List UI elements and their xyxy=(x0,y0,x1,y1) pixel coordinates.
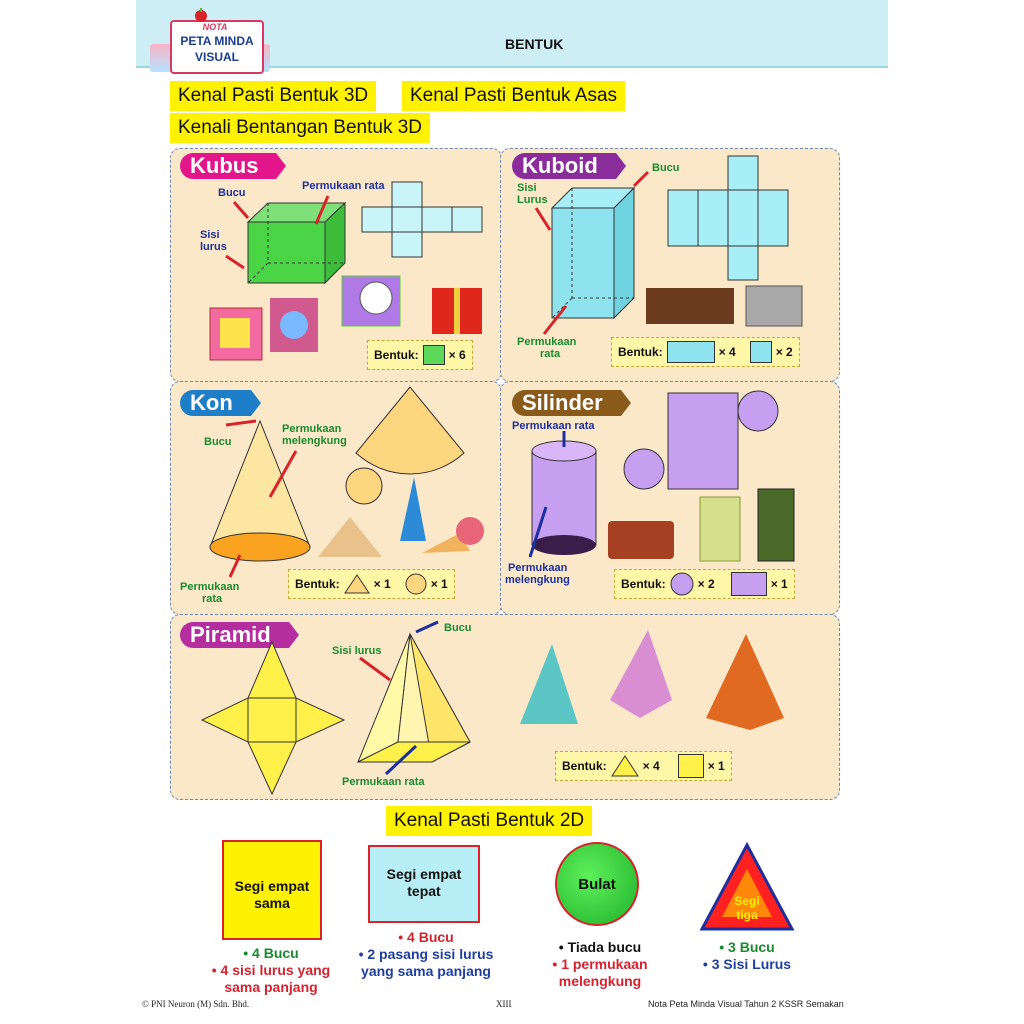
rectangle-name xyxy=(368,866,480,900)
label-kenal-3d: Kenal Pasti Bentuk 3D xyxy=(170,81,376,111)
kon-bentuk-box xyxy=(288,569,455,599)
square-swatch xyxy=(423,345,445,365)
silinder-count-1: × 2 xyxy=(697,577,715,591)
circle-name: Bulat xyxy=(578,876,616,893)
rectangle-name-1: Segi empat xyxy=(386,866,462,882)
square-swatch xyxy=(750,341,772,363)
logo-line3: VISUAL xyxy=(194,50,239,64)
silinder-bentuk-label: Bentuk: xyxy=(621,577,666,591)
circle-swatch xyxy=(405,573,427,595)
silinder-bentuk-box xyxy=(614,569,795,599)
kon-bentuk-label: Bentuk: xyxy=(295,577,340,591)
triangle-bullet-2: • 3 Sisi Lurus xyxy=(702,956,792,972)
kuboid-count-2: × 2 xyxy=(775,345,793,359)
square-bullet-1: • 4 Bucu xyxy=(243,945,299,961)
kuboid-sisi-label-2: Lurus xyxy=(517,194,548,206)
tag-piramid-label: Piramid xyxy=(190,622,271,647)
square-name xyxy=(222,878,322,912)
rectangle-swatch xyxy=(731,572,767,596)
kon-perm-label-2: rata xyxy=(202,593,223,605)
rectangle-bullet-1: • 4 Bucu xyxy=(398,929,454,945)
piramid-illustration xyxy=(170,614,838,798)
square-swatch xyxy=(678,754,704,778)
label-kenal-asas: Kenal Pasti Bentuk Asas xyxy=(402,81,625,111)
silinder-count-2: × 1 xyxy=(770,577,788,591)
triangle-name-2: tiga xyxy=(736,908,758,922)
kubus-sisi-label-2: lurus xyxy=(200,241,227,253)
logo-line1: NOTA xyxy=(202,22,228,32)
kubus-count: × 6 xyxy=(448,348,466,362)
kon-melengkung-label-2: melengkung xyxy=(282,435,347,447)
circle-bullet-3: melengkung xyxy=(558,973,642,989)
piramid-bentuk-box xyxy=(555,751,732,781)
tag-kuboid-label: Kuboid xyxy=(522,153,598,178)
piramid-bentuk-label: Bentuk: xyxy=(562,759,607,773)
label-kenali-bentangan: Kenali Bentangan Bentuk 3D xyxy=(170,113,430,143)
kon-count-2: × 1 xyxy=(430,577,448,591)
kuboid-bucu-label: Bucu xyxy=(652,162,680,174)
tag-kubus-label: Kubus xyxy=(190,153,259,178)
piramid-perm-label: Permukaan rata xyxy=(342,776,425,788)
piramid-sisi-label: Sisi lurus xyxy=(332,645,382,657)
logo xyxy=(150,14,270,74)
square-name-1: Segi empat xyxy=(234,878,310,894)
kon-melengkung-label-1: Permukaan xyxy=(282,423,342,435)
square-bullet-3: sama panjang xyxy=(224,979,318,995)
kuboid-bentuk-box xyxy=(611,337,800,367)
silinder-melengkung-label-1: Permukaan xyxy=(508,562,568,574)
tag-kon-label: Kon xyxy=(190,390,233,415)
kon-bucu-label: Bucu xyxy=(204,436,232,448)
circle-bullet-1: • Tiada bucu xyxy=(558,939,642,955)
rectangle-bullet-3: yang sama panjang xyxy=(361,963,491,979)
kuboid-sisi-label-1: Sisi xyxy=(517,182,537,194)
page-title: BENTUK xyxy=(505,36,564,52)
kubus-bentuk-box xyxy=(367,340,473,370)
silinder-perm-rata-label: Permukaan rata xyxy=(512,420,595,432)
silinder-melengkung-label-2: melengkung xyxy=(505,574,570,586)
kuboid-perm-label-1: Permukaan xyxy=(517,336,577,348)
piramid-bucu-label: Bucu xyxy=(444,622,472,634)
kuboid-count-1: × 4 xyxy=(718,345,736,359)
rectangle-bullet-2: • 2 pasang sisi lurus xyxy=(358,946,494,962)
tag-silinder-label: Silinder xyxy=(522,390,603,415)
footer-page-number: XIII xyxy=(496,999,512,1009)
kubus-sisi-label-1: Sisi xyxy=(200,229,220,241)
kon-perm-label-1: Permukaan xyxy=(180,581,240,593)
triangle-bullet-1: • 3 Bucu xyxy=(719,939,775,955)
triangle-swatch xyxy=(344,574,370,594)
rectangle-name-2: tepat xyxy=(407,883,441,899)
circle-bullet-2: • 1 permukaan xyxy=(552,956,648,972)
kon-count-1: × 1 xyxy=(373,577,391,591)
triangle-name-1: Segi xyxy=(734,894,760,908)
footer-book-title: Nota Peta Minda Visual Tahun 2 KSSR Semakan xyxy=(648,999,844,1009)
kuboid-bentuk-label: Bentuk: xyxy=(618,345,663,359)
rectangle-swatch xyxy=(667,341,715,363)
circle-swatch xyxy=(670,572,694,596)
kubus-bucu-label: Bucu xyxy=(218,187,246,199)
kuboid-perm-label-2: rata xyxy=(540,348,561,360)
triangle-swatch xyxy=(611,755,639,777)
kubus-permukaan-label: Permukaan rata xyxy=(302,180,385,192)
apple-icon xyxy=(194,8,208,22)
piramid-count-2: × 1 xyxy=(707,759,725,773)
piramid-count-1: × 4 xyxy=(642,759,660,773)
logo-line2: PETA MINDA xyxy=(180,34,254,48)
footer-copyright: © PNI Neuron (M) Sdn. Bhd. xyxy=(142,999,250,1009)
kubus-bentuk-label: Bentuk: xyxy=(374,348,419,362)
square-name-2: sama xyxy=(254,895,290,911)
square-bullet-2: • 4 sisi lurus yang xyxy=(211,962,331,978)
triangle-name xyxy=(712,894,782,922)
label-kenal-2d: Kenal Pasti Bentuk 2D xyxy=(386,806,592,836)
